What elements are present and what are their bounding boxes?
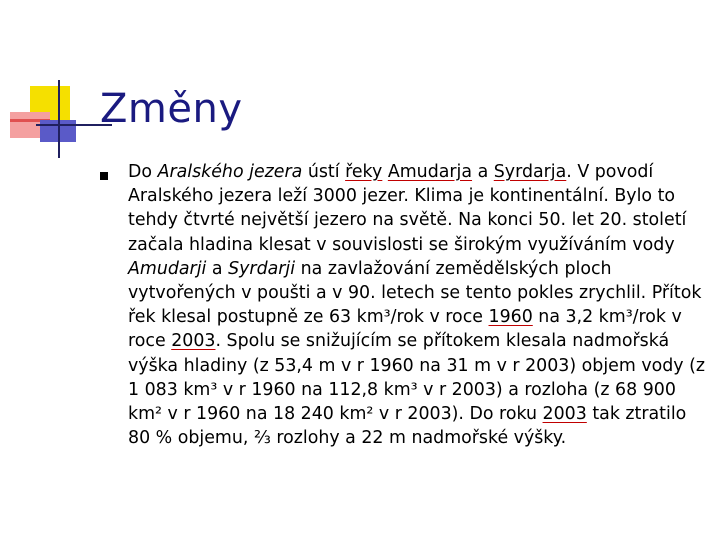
paragraph-text: Do xyxy=(128,162,158,182)
title-decoration xyxy=(0,0,120,170)
paragraph-text: ústí xyxy=(302,162,346,182)
italic-term: Amudarji xyxy=(128,258,207,279)
body-paragraph xyxy=(128,160,708,450)
hyperlink[interactable]: 2003 xyxy=(171,331,216,352)
paragraph-text: . V povodí Aralského jezera leží 3000 jezer. Klima je kontinentální. Bylo to tehdy čtvrté největší jezero na světě. Na konci 50. let 20. století začala hladina klesat v souvislosti se širokým využíváním vody xyxy=(128,162,687,255)
paragraph-text: na 3,2 km³/rok v roce xyxy=(128,307,682,352)
paragraph-text: a xyxy=(472,162,494,182)
decor-vertical-line xyxy=(58,80,60,158)
hyperlink[interactable]: řeky xyxy=(345,162,383,182)
italic-term: Aralského jezera xyxy=(157,162,303,182)
page-title: Změny xyxy=(100,86,243,132)
hyperlink[interactable]: 2003 xyxy=(542,404,587,425)
hyperlink[interactable]: Amudarja xyxy=(387,162,473,182)
italic-term: Syrdarji xyxy=(228,258,296,279)
paragraph-text: . Spolu se snižujícím se přítokem klesala nadmořská výška hladiny (z 53,4 m v r 1960 na 31 m v r 2003) objem vody (z 1 083 km³ v r 1960 na 112,8 km³ v r 2003) a rozloha (z 68 900 km² v r 1960 na 18 240 km² v r 2003). Do roku xyxy=(128,331,706,425)
square-bullet-icon xyxy=(100,172,108,180)
hyperlink[interactable]: Syrdarja xyxy=(493,162,567,182)
hyperlink[interactable]: 1960 xyxy=(488,307,533,328)
paragraph-text: a xyxy=(206,258,229,279)
paragraph-text: na zavlažování zemědělských ploch vytvořených v poušti a v 90. letech se tento pokles zrychlil. Přítok řek klesal postupně ze 63 km³/rok v roce xyxy=(128,258,702,328)
paragraph-text: tak ztratilo 80 % objemu, ⅔ rozlohy a 22 m nadmořské výšky. xyxy=(128,404,687,449)
